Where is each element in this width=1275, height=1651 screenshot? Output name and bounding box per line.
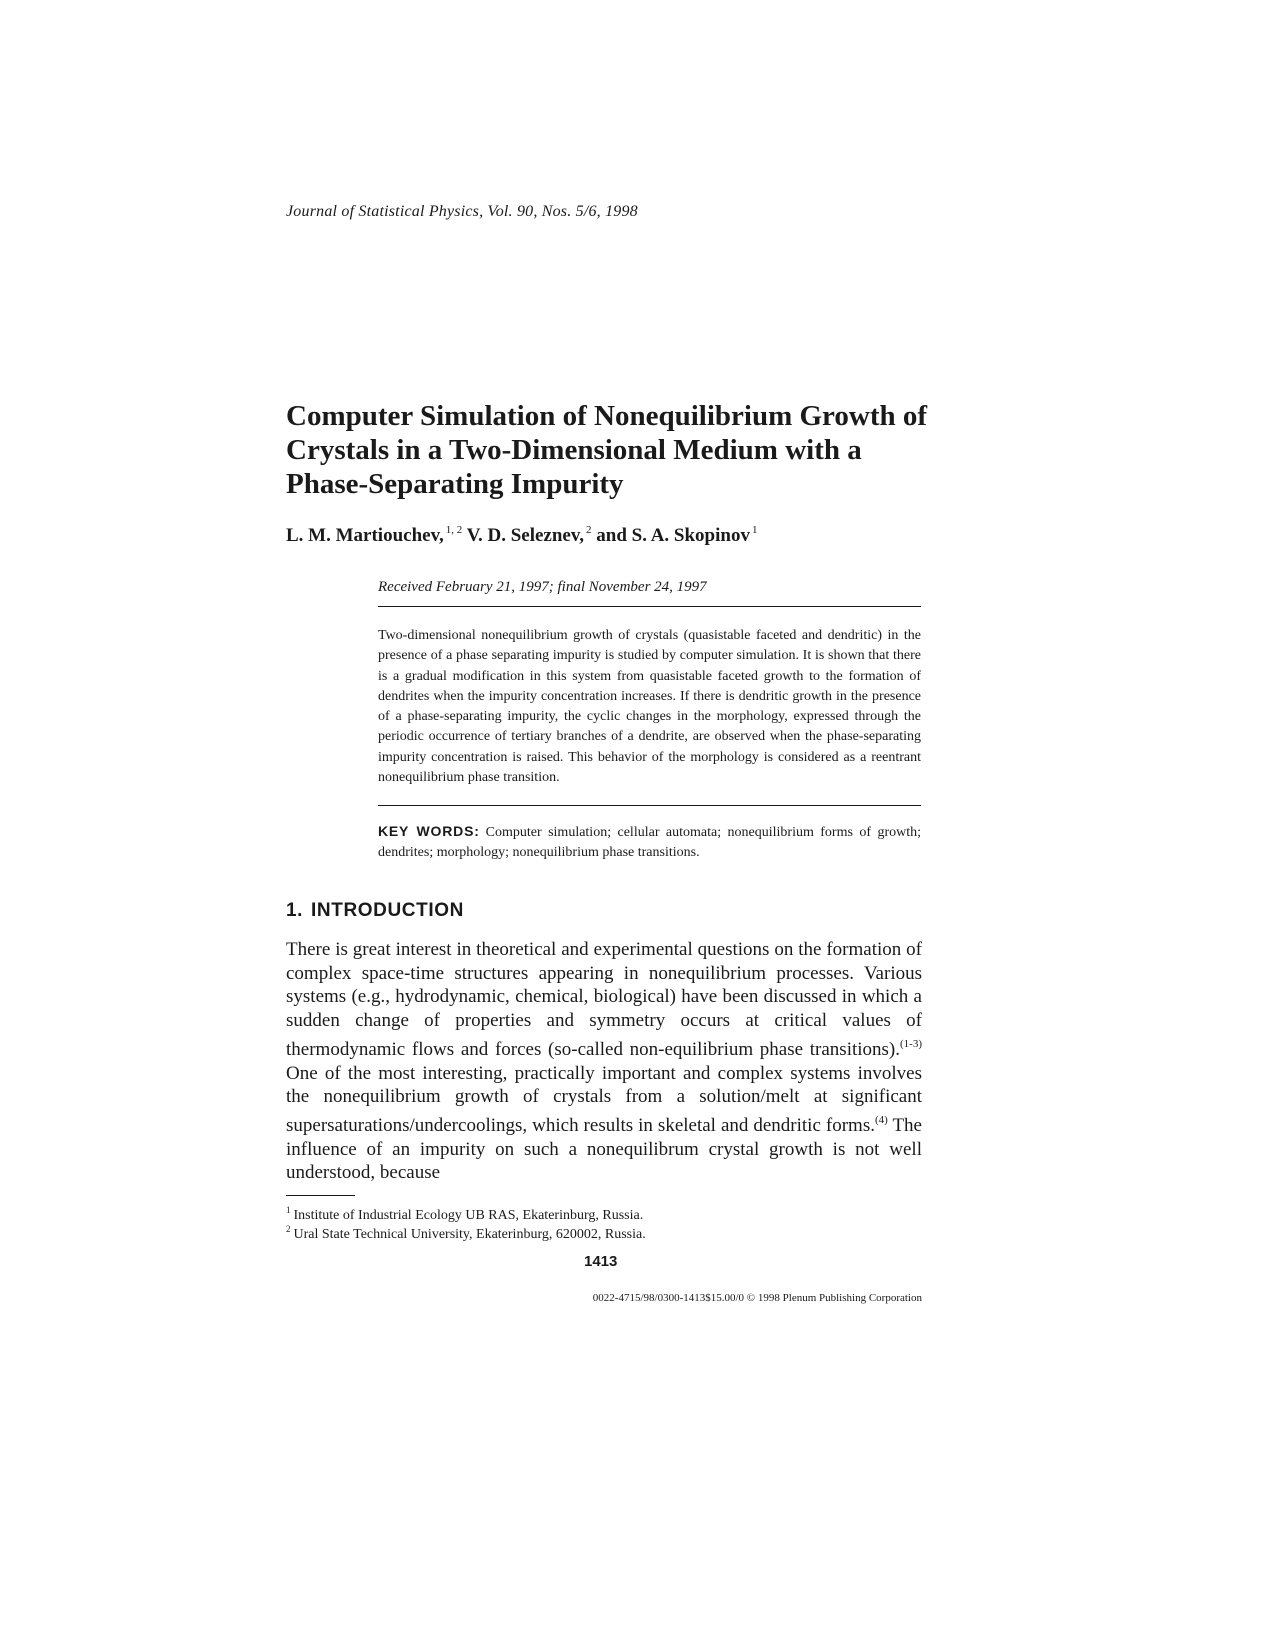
footnote-text: Ural State Technical University, Ekaterinburg, 620002, Russia. [293,1227,646,1242]
introduction-paragraph [286,938,922,1185]
footnote [286,1205,643,1224]
abstract-top-rule [378,606,921,607]
body-text-segment: The influence of an impurity on such a nonequilibrum crystal growth is not well understood, because [286,1114,922,1184]
author-list [286,524,757,547]
footnote-separator [286,1195,355,1196]
body-text-segment: There is great interest in theoretical and experimental questions on the formation of complex space-time structures appearing in nonequilibrium processes. Various systems (e.g., hydrodynamic, chemical, biological) have been discussed in which a sudden change of properties and symmetry occurs at critical values of thermodynamic flows and forces (so-called non-equilibrium phase transitions). [286,939,922,1060]
keywords [378,821,921,864]
author-affiliation-mark: 1, 2 [445,524,463,536]
keywords-text: Computer simulation; cellular automata; nonequilibrium forms of growth; dendrites; morphology; nonequilibrium phase transitions. [378,825,921,861]
journal-citation: Journal of Statistical Physics, Vol. 90, Nos. 5/6, 1998 [286,203,638,220]
footnote-mark: 2 [286,1224,291,1234]
abstract-bottom-rule [378,805,921,806]
abstract-text: Two-dimensional nonequilibrium growth of crystals (quasistable faceted and dendritic) in the presence of a phase separating impurity is studied by computer simulation. It is shown that there is a gradual modification in this system from quasistable faceted growth to the formation of dendrites when the impurity concentration increases. If there is dendritic growth in the presence of a phase-separating impurity, the cyclic changes in the morphology, expressed through the periodic occurrence of tertiary branches of a dendrite, are observed when the phase-separating impurity concentration is raised. This behavior of the morphology is considered as a reentrant nonequilibrium phase transition. [378,628,921,786]
body-text-segment: One of the most interesting, practically important and complex systems involves the nonequilibrium growth of crystals from a solution/melt at significant supersaturations/undercoolings, which results in skeletal and dendritic forms. [286,1062,922,1136]
author-name: L. M. Martiouchev, [286,525,444,546]
author-affiliation-mark: 2 [586,524,592,536]
section-heading-introduction [286,900,464,922]
footnote-mark: 1 [286,1205,291,1215]
keywords-label: KEY WORDS: [378,823,480,839]
section-number: 1. [286,900,304,921]
author-name: and S. A. Skopinov [596,525,750,546]
footnote [286,1224,646,1243]
copyright-line: 0022-4715/98/0300-1413$15.00/0 © 1998 Plenum Publishing Corporation [592,1292,922,1304]
citation-reference: (1-3) [900,1037,922,1050]
citation-reference: (4) [874,1113,888,1126]
footnote-text: Institute of Industrial Ecology UB RAS, Ekaterinburg, Russia. [293,1208,644,1223]
author-name: V. D. Seleznev, [466,525,585,546]
section-title: INTRODUCTION [311,900,464,921]
author-affiliation-mark: 1 [751,524,758,536]
page-number: 1413 [584,1253,618,1270]
received-dates: Received February 21, 1997; final November 24, 1997 [378,579,707,595]
article-title: Computer Simulation of Nonequilibrium Growth of Crystals in a Two-Dimensional Medium with a Phase-Separating Impurity [286,400,928,500]
